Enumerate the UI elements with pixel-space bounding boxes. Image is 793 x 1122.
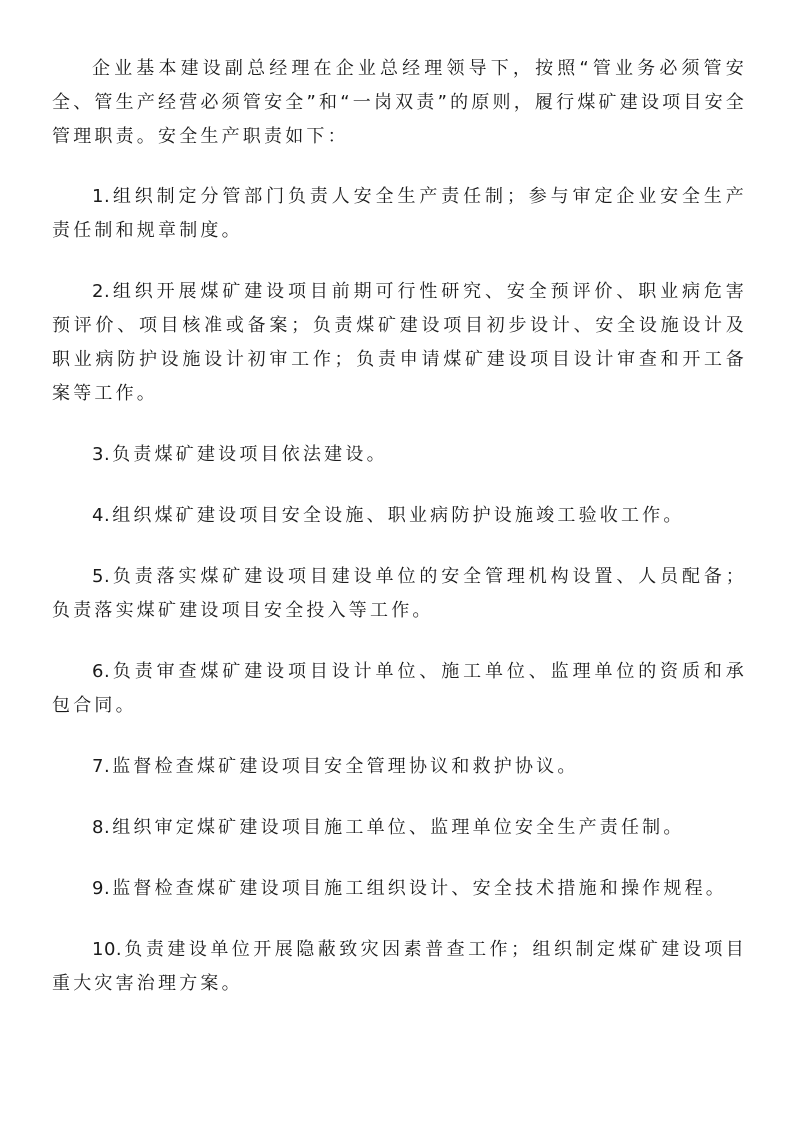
duty-item-text: 监督检查煤矿建设项目安全管理协议和救护协议。 <box>112 756 579 777</box>
duty-item-number: 4. <box>92 505 111 526</box>
duty-item-text: 组织审定煤矿建设项目施工单位、监理单位安全生产责任制。 <box>112 817 685 838</box>
duty-item-text: 负责审查煤矿建设项目设计单位、施工单位、监理单位的资质和承包合同。 <box>52 661 747 716</box>
duty-item-number: 9. <box>92 878 111 899</box>
duty-item-8 <box>52 811 747 845</box>
duty-item-number: 1. <box>92 186 111 207</box>
duty-item-3 <box>52 438 747 472</box>
duty-item-text: 监督检查煤矿建设项目施工组织设计、安全技术措施和操作规程。 <box>112 878 727 899</box>
duty-item-number: 10. <box>92 939 123 960</box>
duty-item-number: 7. <box>92 756 111 777</box>
duty-item-7 <box>52 750 747 784</box>
duty-item-10 <box>52 933 747 1001</box>
duty-item-text: 负责煤矿建设项目依法建设。 <box>112 444 388 465</box>
duty-item-number: 3. <box>92 444 111 465</box>
duty-item-5 <box>52 560 747 628</box>
intro-paragraph: 企业基本建设副总经理在企业总经理领导下，按照“管业务必须管安全、管生产经营必须管安全”和“一岗双责”的原则，履行煤矿建设项目安全管理职责。安全生产职责如下： <box>52 58 747 147</box>
duty-item-6 <box>52 655 747 723</box>
duty-item-1 <box>52 180 747 248</box>
duty-item-2 <box>52 275 747 411</box>
duty-item-number: 2. <box>92 281 111 302</box>
duty-item-text: 负责建设单位开展隐蔽致灾因素普查工作；组织制定煤矿建设项目重大灾害治理方案。 <box>52 939 747 994</box>
duty-item-text: 组织制定分管部门负责人安全生产责任制；参与审定企业安全生产责任制和规章制度。 <box>52 186 747 241</box>
duty-item-text: 负责落实煤矿建设项目建设单位的安全管理机构设置、人员配备；负责落实煤矿建设项目安全投入等工作。 <box>52 566 747 621</box>
duty-item-4 <box>52 499 747 533</box>
duty-item-number: 8. <box>92 817 111 838</box>
duty-item-number: 5. <box>92 566 111 587</box>
duty-item-9 <box>52 872 747 906</box>
duty-item-text: 组织开展煤矿建设项目前期可行性研究、安全预评价、职业病危害预评价、项目核准或备案；负责煤矿建设项目初步设计、安全设施设计及职业病防护设施设计初审工作；负责申请煤矿建设项目设计审查和开工备案等工作。 <box>52 281 747 404</box>
duty-item-text: 组织煤矿建设项目安全设施、职业病防护设施竣工验收工作。 <box>112 505 685 526</box>
duty-item-number: 6. <box>92 661 111 682</box>
